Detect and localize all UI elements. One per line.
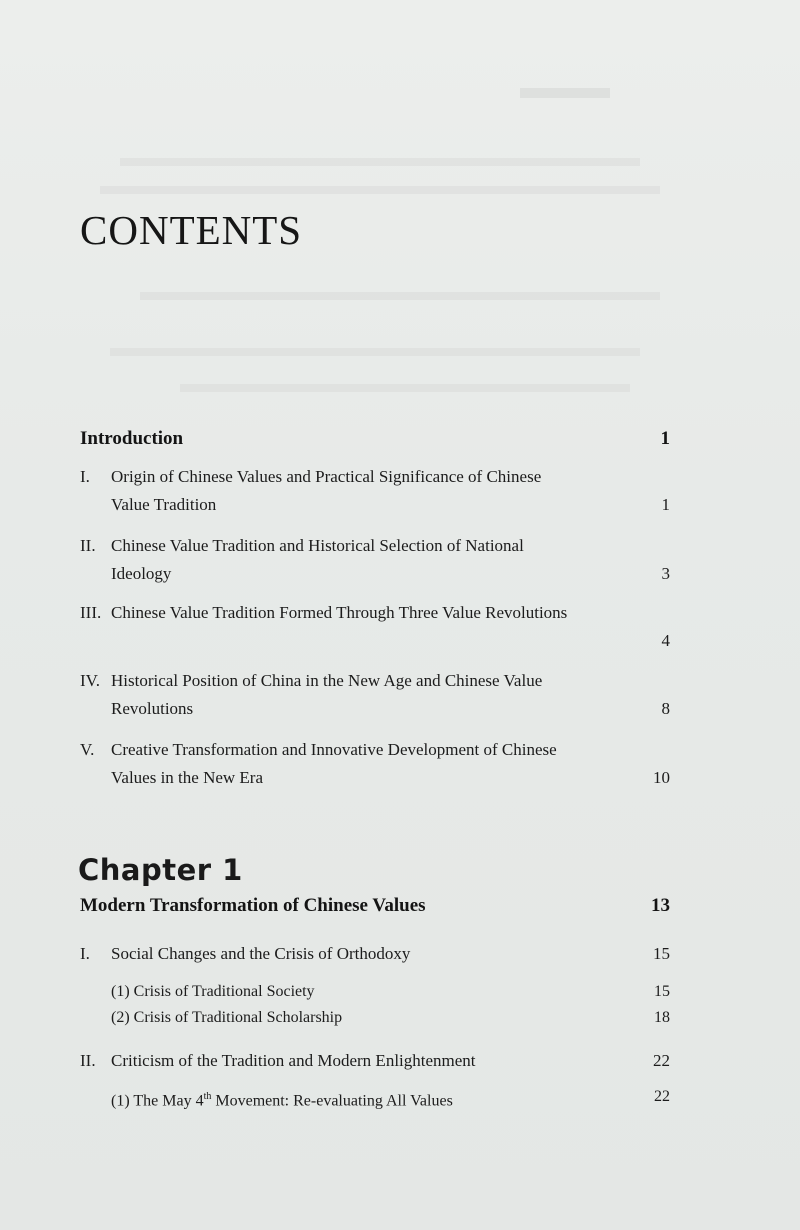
entry-number: V. (80, 740, 95, 759)
entry-page-number: 3 (661, 564, 670, 583)
subentry-title: (1) The May 4th Movement: Re-evaluating All Values (111, 1091, 453, 1110)
entry-title-line2: Values in the New Era (111, 768, 264, 787)
entry-title-line2: Ideology (111, 564, 172, 583)
entry-title-line1: Creative Transformation and Innovative Development of Chinese (111, 740, 557, 759)
entry-title: Criticism of the Tradition and Modern Enlightenment (111, 1051, 476, 1070)
entry-page-number: 1 (661, 495, 670, 514)
toc-entry (80, 736, 670, 792)
subentry-page-number: 18 (654, 1009, 670, 1026)
toc-entry (80, 940, 670, 968)
toc-entry (80, 532, 670, 588)
entry-page-number: 15 (653, 944, 670, 963)
entry-number: II. (80, 1051, 96, 1070)
chapter-title: Modern Transformation of Chinese Values (80, 895, 426, 916)
introduction-heading-row (80, 428, 670, 452)
entry-page-number: 10 (653, 768, 670, 787)
subentry-page-number: 22 (654, 1088, 670, 1105)
page-title: CONTENTS (80, 207, 303, 253)
entry-title-line2: Revolutions (111, 699, 194, 718)
entry-page-number: 4 (661, 631, 670, 650)
entry-page-number: 22 (653, 1051, 670, 1070)
entry-title-line1: Chinese Value Tradition and Historical Selection of National (111, 536, 524, 555)
subentry-title: (1) Crisis of Traditional Society (111, 983, 315, 1000)
toc-entry (80, 599, 670, 650)
subentry-page-number: 15 (654, 983, 670, 1000)
entry-title: Social Changes and the Crisis of Orthodoxy (111, 944, 411, 963)
toc-subentry (80, 1006, 670, 1030)
entry-title-line1: Chinese Value Tradition Formed Through Three Value Revolutions (111, 603, 568, 622)
toc-subentry (80, 980, 670, 1004)
entry-number: I. (80, 467, 90, 486)
chapter-label: Chapter 1 (78, 853, 243, 887)
toc-entry (80, 667, 670, 723)
chapter-title-row (80, 895, 670, 919)
entry-number: III. (80, 603, 102, 622)
introduction-page-number: 1 (660, 428, 670, 449)
entry-number: I. (80, 944, 90, 963)
introduction-heading: Introduction (80, 428, 184, 449)
chapter-page-number: 13 (651, 895, 670, 916)
subentry-title: (2) Crisis of Traditional Scholarship (111, 1009, 343, 1026)
entry-title-line1: Origin of Chinese Values and Practical Significance of Chinese (111, 467, 542, 486)
entry-number: II. (80, 536, 96, 555)
toc-entry (80, 463, 670, 519)
toc-entry (80, 1047, 670, 1075)
entry-title-line1: Historical Position of China in the New Age and Chinese Value (111, 671, 543, 690)
toc-subentry (80, 1085, 670, 1113)
entry-number: IV. (80, 671, 100, 690)
entry-page-number: 8 (661, 699, 670, 718)
entry-title-line2: Value Tradition (111, 495, 217, 514)
